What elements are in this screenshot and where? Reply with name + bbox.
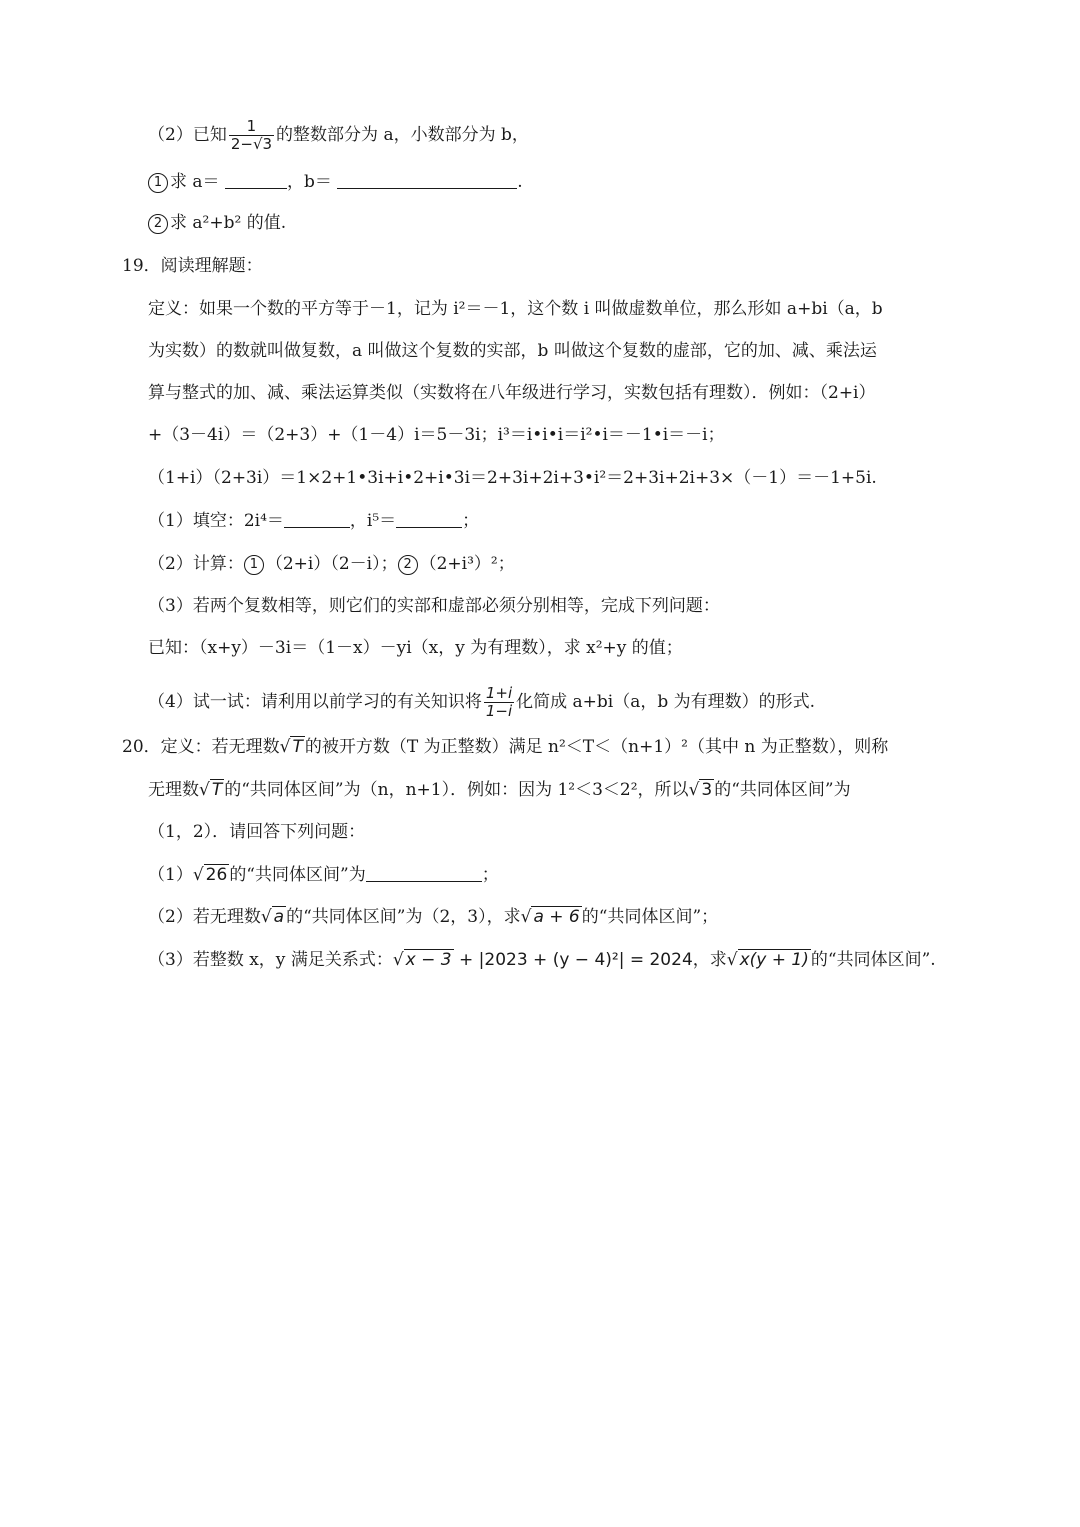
sqrt-radicand: T — [211, 780, 223, 800]
q18-sub1-text-a: 求 a＝ — [170, 172, 220, 192]
answer-blank — [337, 170, 517, 189]
q18-sub1-line — [148, 168, 1040, 196]
q19-part3-given: 已知：（x+y）－3i＝（1－x）－yi（x，y 为有理数），求 x²+y 的值； — [148, 638, 683, 658]
sqrt: √ T — [199, 780, 223, 800]
q20-line2 — [148, 776, 1040, 804]
q19-p1-b: ，i⁵＝ — [349, 511, 397, 531]
answer-blank — [396, 509, 462, 528]
sqrt-radicand: a — [273, 907, 285, 927]
q19-def-line5: （1+i）（2+3i）＝1×2+1•3i+i•2+i•3i＝2+3i+2i+3•i²＝2+3i+2i+3×（－1）＝－1+5i. — [148, 468, 877, 488]
circled-number-icon: 1 — [244, 555, 264, 575]
q19-p1-a: （1）填空：2i⁴＝ — [148, 511, 284, 531]
sqrt: √ 3 — [688, 780, 713, 800]
q18-part2-suffix: 的整数部分为 a，小数部分为 b， — [276, 125, 529, 145]
q19-p2-a: （2）计算： — [148, 554, 244, 574]
fraction-denominator: 2−√3 — [230, 135, 273, 153]
q18-sub2-line — [148, 209, 1040, 237]
answer-blank — [225, 170, 287, 189]
q19-def-line3: 算与整式的加、减、乘法运算类似（实数将在八年级进行学习，实数包括有理数）．例如：（2+i） — [148, 383, 876, 403]
answer-blank — [366, 863, 482, 882]
q18-part2-line — [148, 117, 1040, 153]
q20-line2-b: 的“共同体区间”为（n，n+1）．例如：因为 1²＜3＜2²，所以 — [224, 780, 689, 800]
q19-part4-line — [148, 684, 1040, 720]
q19-part2-line — [148, 550, 1040, 578]
q19-def-line4: +（3－4i）＝（2+3）+（1－4）i＝5－3i；i³＝i•i•i＝i²•i＝－1•i＝－i； — [148, 425, 725, 445]
q20-p3-c: 的“共同体区间”. — [810, 950, 936, 970]
q20-p3-a: （3）若整数 x，y 满足关系式： — [148, 950, 393, 970]
sqrt: √ x − 3 — [392, 950, 452, 970]
sqrt-radicand: x − 3 — [405, 950, 452, 970]
q20-p2-a: （2）若无理数 — [148, 907, 261, 927]
circled-number-icon: 1 — [148, 173, 168, 193]
sqrt-radicand: 3 — [701, 780, 713, 800]
q20-p2-b: 的“共同体区间”为（2，3），求 — [286, 907, 521, 927]
q20-p2-c: 的“共同体区间”； — [581, 907, 719, 927]
sqrt: √ 26 — [192, 865, 228, 885]
fraction-numerator: 1+i — [485, 684, 513, 702]
q19-def-line1: 定义：如果一个数的平方等于－1，记为 i²＝－1，这个数 i 叫做虚数单位，那么形如 a+bi（a，b — [148, 299, 883, 319]
q20-line2-a: 无理数 — [148, 780, 199, 800]
sqrt: √ a + 6 — [520, 907, 580, 927]
sqrt-radicand: a + 6 — [533, 907, 580, 927]
q19-part3-line: （3）若两个复数相等，则它们的实部和虚部必须分别相等，完成下列问题： — [148, 596, 720, 616]
q19-p4-a: （4）试一试：请利用以前学习的有关知识将 — [148, 692, 482, 712]
fraction — [484, 685, 514, 720]
fraction — [229, 118, 274, 153]
q18-sub2-text: 求 a²+b² 的值. — [170, 213, 287, 233]
q19-p2-c: （2+i³）²； — [419, 554, 515, 574]
sqrt-radicand: x(y + 1) — [739, 950, 809, 970]
q19-p2-b: （2+i）（2－i）； — [265, 554, 398, 574]
q20-line2-c: 的“共同体区间”为 — [714, 780, 851, 800]
q20-p3-expr: + |2023 + (y − 4)²| = 2024，求 — [453, 950, 727, 970]
q20-line1-a: 20．定义：若无理数 — [122, 737, 280, 757]
q20-line1 — [122, 733, 1040, 761]
q18-sub1-text-b: ，b＝ — [286, 172, 332, 192]
sqrt: √ T — [279, 737, 303, 757]
sqrt-radicand: T — [292, 737, 303, 757]
q20-part3-line — [148, 946, 1040, 974]
q20-line3: （1，2）．请回答下列问题： — [148, 822, 366, 842]
q19-p1-end: ； — [462, 511, 480, 531]
q18-part2-prefix: （2）已知 — [148, 125, 227, 145]
answer-blank — [284, 509, 350, 528]
q19-def-line2: 为实数）的数就叫做复数，a 叫做这个复数的实部，b 叫做这个复数的虚部，它的加、减、乘法运 — [148, 341, 877, 361]
q19-title: 19．阅读理解题： — [122, 256, 263, 276]
q20-part2-line — [148, 903, 1040, 931]
circled-number-icon: 2 — [148, 214, 168, 234]
q20-p1-b: 的“共同体区间”为 — [229, 865, 366, 885]
q20-p1-end: ； — [481, 865, 499, 885]
circled-number-icon: 2 — [398, 555, 418, 575]
sqrt-radicand: 26 — [205, 865, 228, 885]
fraction-denominator: 1−i — [485, 702, 513, 720]
q20-p1-a: （1） — [148, 865, 193, 885]
fraction-numerator: 1 — [246, 117, 257, 135]
sqrt: √ a — [260, 907, 285, 927]
q19-part1-line — [148, 507, 1040, 535]
q20-part1-line — [148, 861, 1040, 889]
q19-p4-b: 化简成 a+bi（a，b 为有理数）的形式. — [516, 692, 816, 712]
sqrt: √ x(y + 1) — [726, 950, 809, 970]
q20-line1-b: 的被开方数（T 为正整数）满足 n²＜T＜（n+1）²（其中 n 为正整数），则称 — [304, 737, 889, 757]
q18-sub1-end: . — [517, 172, 523, 192]
